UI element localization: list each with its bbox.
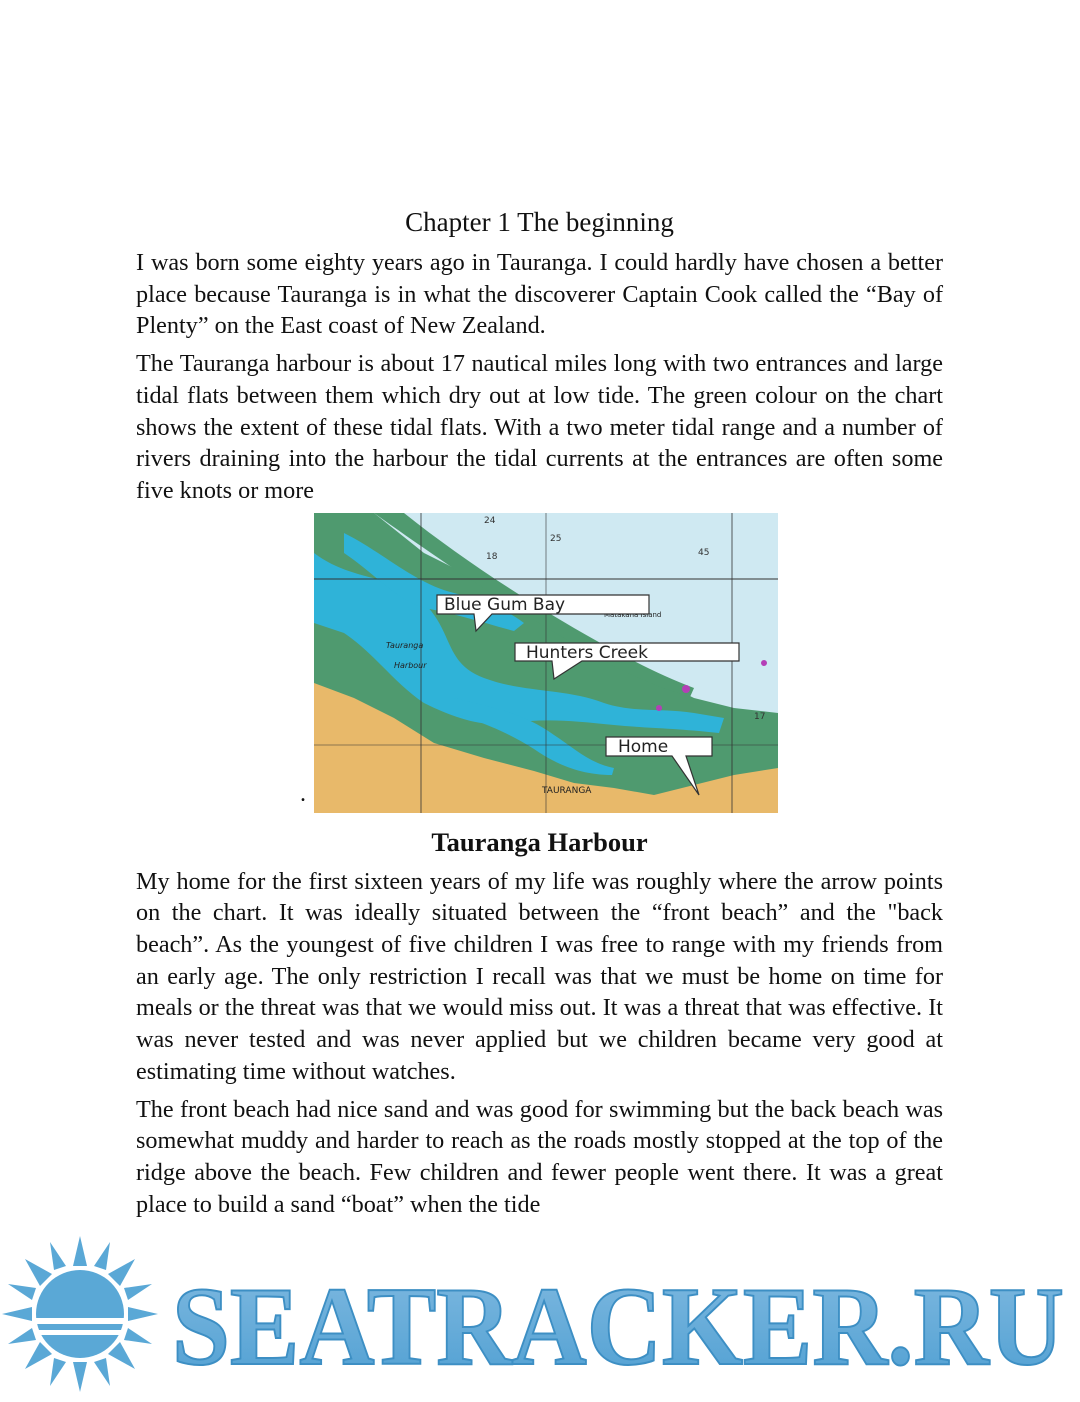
sun-icon [2, 1236, 158, 1392]
label-blue-gum-bay: Blue Gum Bay [444, 594, 566, 615]
map-text-harbour-word: Harbour [394, 660, 427, 670]
stray-dot: . [300, 780, 306, 807]
chapter-title: Chapter 1 The beginning [405, 207, 674, 237]
sounding: 25 [550, 533, 562, 544]
tauranga-harbour-chart [314, 513, 778, 813]
figure-caption: Tauranga Harbour [431, 826, 648, 857]
label-hunters-creek: Hunters Creek [526, 642, 648, 663]
map-text-town: TAURANGA [542, 785, 592, 796]
sounding: 18 [486, 551, 498, 562]
document-page [136, 205, 943, 1226]
sounding: 45 [698, 547, 710, 558]
navigation-marker [761, 660, 767, 666]
label-home: Home [618, 736, 669, 757]
paragraph-harbour: The Tauranga harbour is about 17 nautical miles long with two entrances and large tidal flats between them which dry out at low tide. The green colour on the chart shows the extent of these tidal flats. With a two meter tidal range and a number of rivers draining into the harbour the tidal currents at the entrances are often some five knots or more [136, 350, 943, 504]
watermark-graphic [0, 1232, 1080, 1397]
paragraph-home: My home for the first sixteen years of my life was roughly where the arrow points on the chart. It was ideally situated between the “front beach” and the "back beach”. As the youngest of five children I was free to range with my friends from an early age. The only restriction I recall was that we must be home on time for meals or the threat was that we would miss out. It was a threat that was effective. It was never tested and was never applied but we children became very good at estimating time without watches. [136, 867, 943, 1085]
navigation-marker [682, 685, 690, 693]
map-text-island: Matakana Island [604, 610, 662, 619]
sounding: 24 [484, 515, 496, 526]
paragraph-beaches: The front beach had nice sand and was good for swimming but the back beach was somewhat muddy and harder to reach as the roads mostly stopped at the top of the ridge above the beach. Few children and fewer people went there. It was a great place to build a sand “boat” when the tide [136, 1095, 943, 1218]
paragraph-birth: I was born some eighty years ago in Tauranga. I could hardly have chosen a better place because Tauranga is in what the discoverer Captain Cook called the “Bay of Plenty” on the East coast of New Zealand. [136, 249, 943, 340]
sounding: 17 [754, 711, 766, 722]
map-text-harbour-name: Tauranga [386, 640, 424, 650]
harbour-chart-figure [136, 513, 943, 817]
watermark-banner [0, 1232, 1080, 1397]
watermark-text: SEATRACKER.RU [172, 1265, 1064, 1389]
navigation-marker [656, 705, 662, 711]
